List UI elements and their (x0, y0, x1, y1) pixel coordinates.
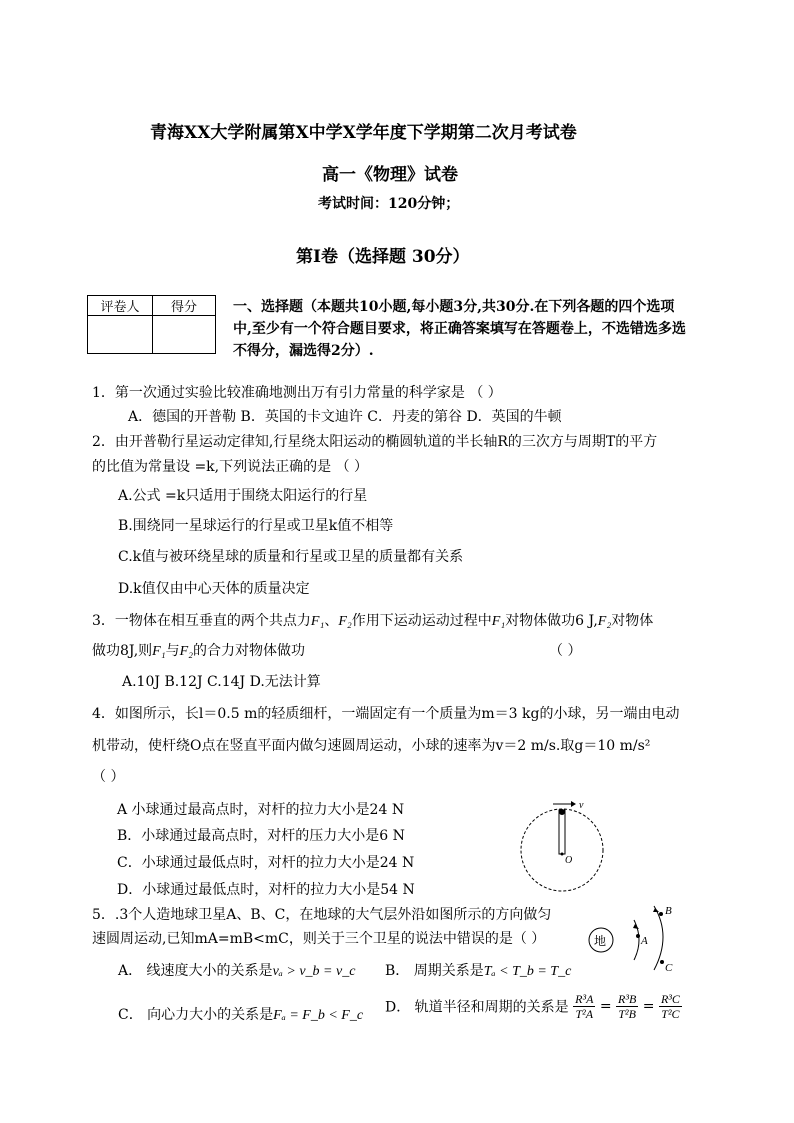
q5-frac-b-num: R³B (618, 992, 637, 1006)
q2-option-a: A.公式 =k只适用于围绕太阳运行的行星 (118, 488, 368, 504)
q5-frac-c (659, 992, 682, 1021)
q3-text-c: 对物体做功6 J, (505, 613, 598, 629)
q5-frac-a (573, 992, 595, 1021)
q4-option-a: A 小球通过最高点时，对杆的拉力大小是24 N (117, 802, 405, 818)
q3-line1: 3．一物体在相互垂直的两个共点力F₁、F₂作用下运动运动过程中F₁对物体做功6 J,F₂对物体 (92, 613, 654, 629)
score-cell-grader (88, 316, 153, 354)
q3-text-b: 作用下运动运动过程中 (351, 613, 492, 629)
score-table-col1: 评卷人 (88, 296, 153, 316)
q5-option-a (118, 960, 355, 980)
q5-frac-b (616, 992, 638, 1021)
q5-sat-a (636, 934, 640, 938)
score-table-col2: 得分 (153, 296, 216, 316)
q5-b-expr: Tₐ < T_b = T_c (483, 964, 572, 979)
q2-option-c: C.k值与被环绕星球的质量和行星或卫星的质量都有关系 (118, 549, 464, 565)
q5-d-label: D． 轨道半径和周期的关系是 (385, 999, 569, 1016)
q2-option-b: B.围绕同一星球运行的行星或卫星k值不相等 (118, 518, 394, 534)
section-intro-line2: 中,至少有一个符合题目要求，将正确答案填写在答题卷上，不选错选多选 (233, 321, 686, 337)
q5-satellite-figure (582, 898, 692, 978)
section-intro-line1: 一、选择题（本题共10小题,每小题3分,共30分.在下列各题的四个选项 (233, 299, 675, 315)
q3-f2-c: F₂ (179, 644, 193, 659)
q2-line2: 的比值为常量设 =k,下列说法正确的是 （ ） (92, 459, 369, 475)
q5-frac-a-num: R³A (575, 992, 594, 1006)
q4-rod (559, 810, 565, 854)
q3-f2-b: F₂ (597, 614, 612, 629)
q5-c-label: C． 向心力大小的关系是 (118, 1007, 274, 1023)
q4-arrow-head (571, 801, 576, 807)
q5-line2: 速圆周运动,已知mA=mB<mC，则关于三个卫星的说法中错误的是（ ） (92, 931, 546, 947)
q3-f1: F₁ (310, 614, 325, 629)
score-cell-score (153, 316, 216, 354)
exam-time: 考试时间：120分钟； (318, 196, 460, 212)
q4-label-v: v (579, 800, 584, 811)
q3-f1-b: F₁ (491, 614, 506, 629)
q5-line1: 5．.3个人造地球卫星A、B、C，在地球的大气层外沿如图所示的方向做匀 (92, 907, 552, 923)
q5-a-expr: vₐ > v_b = v_c (272, 964, 356, 979)
q3-text-d: 对物体 (611, 613, 654, 629)
q5-frac-a-den: T²A (575, 1007, 594, 1021)
q5-sat-b (659, 912, 663, 916)
q5-label-b: B (665, 905, 672, 917)
q5-option-d: D． 轨道半径和周期的关系是 $\frac{\text{R³A}}{\text{T²A}}$ = $\frac{\text{R³B}}{\text{T²B}}$ = $\frac{\text{R³C}}{\text{T²C}}$ (385, 992, 680, 1021)
q5-sat-c (660, 960, 664, 964)
exam-subtitle: 高一《物理》试卷 (322, 165, 458, 185)
q3-options: A.10J B.12J C.14J D.无法计算 (122, 674, 321, 690)
q4-option-c: C．小球通过最低点时，对杆的拉力大小是24 N (117, 855, 415, 871)
exam-title: 青海XX大学附属第X中学X学年度下学期第二次月考试卷 (150, 123, 577, 143)
q5-b-label: B． 周期关系是 (385, 963, 484, 979)
score-table (87, 295, 216, 354)
q5-frac-b-den: T²B (618, 1007, 636, 1021)
q5-option-b (385, 960, 571, 980)
q4-line1: 4．如图所示，长l＝0.5 m的轻质细杆，一端固定有一个质量为m＝3 kg的小球，另一端由电动 (92, 706, 680, 722)
q4-option-d: D．小球通过最低点时，对杆的拉力大小是54 N (117, 882, 415, 898)
q4-option-b: B．小球通过最高点时，对杆的压力大小是6 N (117, 828, 405, 844)
q2-option-d: D.k值仅由中心天体的质量决定 (118, 581, 310, 597)
q3-text-f: 与 (165, 643, 180, 659)
q5-c-expr: Fₐ = F_b < F_c (273, 1008, 364, 1023)
part-title: 第Ⅰ卷（选择题 30分） (296, 247, 470, 267)
q5-a-label: A． 线速度大小的关系是 (118, 963, 273, 979)
q3-text-g: 的合力对物体做功 (193, 643, 305, 659)
q5-option-c (118, 1004, 363, 1024)
q4-circle-path (521, 809, 603, 891)
q3-f2: F₂ (338, 614, 352, 629)
q3-f1-c: F₁ (152, 644, 166, 659)
q1-options: A．德国的开普勒 B．英国的卡文迪许 C．丹麦的第谷 D．英国的牛顿 (128, 409, 562, 425)
q5-frac-c-den: T²C (661, 1007, 680, 1021)
q3-answer-blank: （ ） (549, 643, 582, 659)
q1-stem: 1．第一次通过实验比较准确地测出万有引力常量的科学家是 （ ） (92, 385, 502, 401)
q5-frac-c-num: R³C (660, 992, 680, 1006)
q4-label-o: O (565, 855, 573, 866)
section-intro-line3: 不得分，漏选得2分）. (233, 343, 374, 359)
q4-ball (559, 809, 565, 815)
q5-label-a: A (641, 935, 648, 947)
q5-label-c: C (665, 962, 673, 974)
q3-text-e: 做功8J,则 (92, 643, 153, 659)
q4-rod-figure (515, 798, 610, 898)
q5-label-earth: 地 (594, 934, 607, 948)
q2-line1: 2．由开普勒行星运动定律知,行星绕太阳运动的椭圆轨道的半长轴R的三次方与周期T的平方 (92, 434, 658, 450)
q4-pivot (561, 853, 564, 856)
q4-line2: 机带动，使杆绕O点在竖直平面内做匀速圆周运动，小球的速率为v＝2 m/s.取g＝10 m/s² (92, 738, 651, 754)
q4-answer-blank: （ ） (92, 769, 125, 785)
q3-line2 (92, 640, 305, 660)
q3-text-a: 3．一物体在相互垂直的两个共点力 (92, 613, 311, 629)
